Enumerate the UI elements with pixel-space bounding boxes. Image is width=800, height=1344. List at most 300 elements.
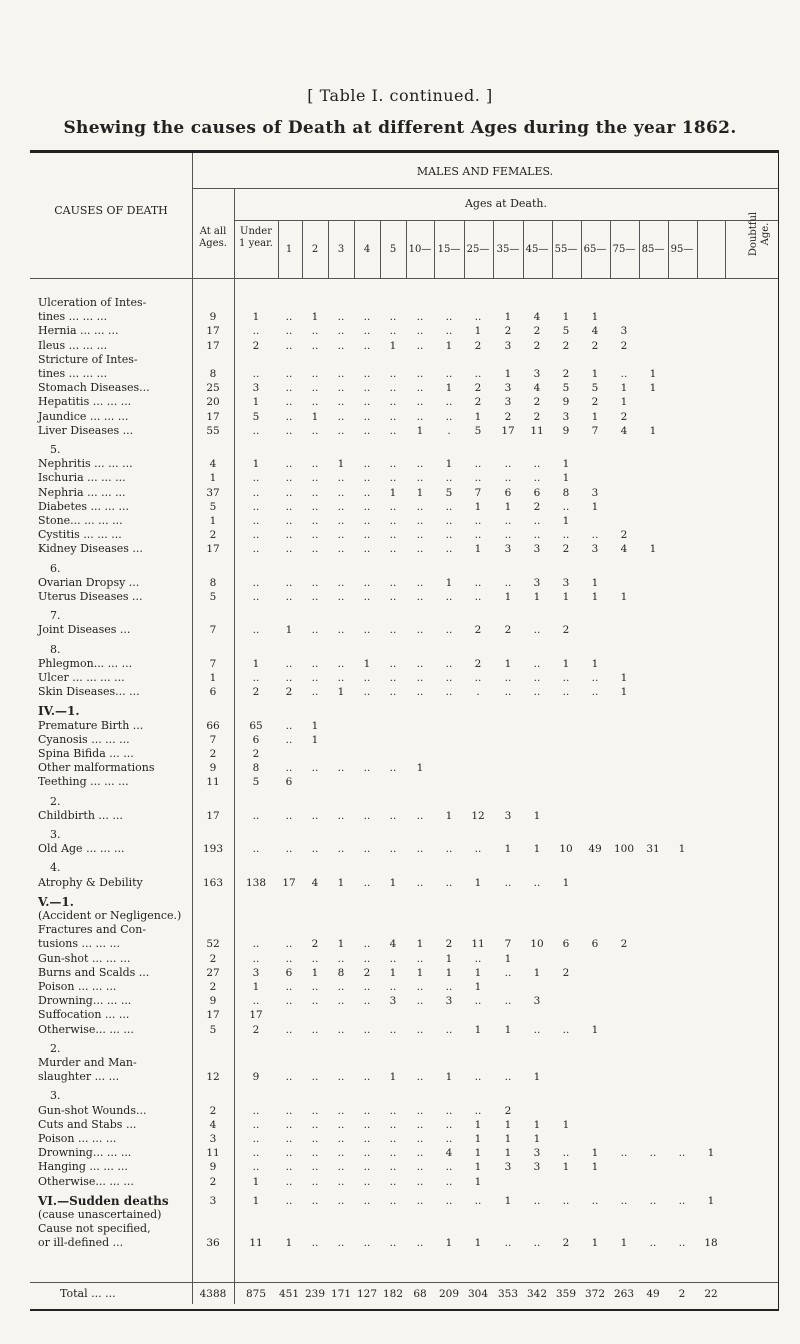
table-cell: .. xyxy=(445,1133,453,1145)
cause-label: (Accident or Negligence.) xyxy=(38,909,182,922)
table-cell: .. xyxy=(252,1118,260,1131)
cause-label: 2. xyxy=(50,1041,61,1055)
table-cell: 1 xyxy=(591,1147,599,1160)
table-cell: .. xyxy=(649,1147,657,1160)
table-cell: .. xyxy=(337,809,345,822)
table-cell: .. xyxy=(252,424,260,437)
table-cell: 12 xyxy=(206,1071,220,1084)
table-cell: .. xyxy=(445,1118,453,1131)
table-cell: .. xyxy=(285,325,293,338)
table-cell: 3 xyxy=(504,396,512,409)
table-cell: 1 xyxy=(389,1071,397,1084)
table-cell: .. xyxy=(504,686,512,699)
stub-divider xyxy=(192,153,193,1304)
table-cell: .. xyxy=(285,396,293,409)
table-cell: .. xyxy=(363,981,371,993)
table-cell: 1 xyxy=(445,966,453,979)
table-cell: .. xyxy=(416,1104,424,1117)
table-cell: 1 xyxy=(474,1175,482,1188)
age-column-header: 95— xyxy=(670,244,694,255)
table-cell: .. xyxy=(504,529,512,542)
cause-label: Poison ... ... ... xyxy=(38,980,117,993)
column-divider xyxy=(697,220,698,278)
table-cell: 8 xyxy=(209,576,217,589)
table-cell: .. xyxy=(416,876,424,889)
table-cell: .. xyxy=(562,500,570,513)
table-cell: 1 xyxy=(591,591,599,603)
cause-label: Uterus Diseases ... xyxy=(38,590,143,603)
table-cell: 1 xyxy=(416,424,424,437)
age-column-header: 10— xyxy=(408,244,432,255)
cause-label: 4. xyxy=(50,861,61,875)
table-cell: .. xyxy=(363,382,371,395)
cause-label: Other malformations xyxy=(38,761,155,775)
table-cell: 1 xyxy=(533,966,541,979)
table-cell: .. xyxy=(416,1161,424,1174)
table-cell: .. xyxy=(311,624,319,637)
table-cell: 7 xyxy=(474,486,482,499)
table-cell: .. xyxy=(363,410,371,423)
table-cell: .. xyxy=(416,672,424,684)
table-cell: .. xyxy=(285,424,293,437)
table-cell: .. xyxy=(533,1023,541,1036)
table-cell: 1 xyxy=(474,325,482,338)
table-cell: 2 xyxy=(562,339,570,352)
table-cell: 1 xyxy=(591,1237,599,1250)
table-cell: 6 xyxy=(562,938,570,951)
table-cell: 11 xyxy=(206,1147,220,1160)
table-cell: 1 xyxy=(562,1118,570,1131)
table-cell: .. xyxy=(416,458,424,471)
all-ages-header: At all Ages. xyxy=(199,226,227,249)
table-cell: .. xyxy=(389,424,397,437)
table-cell: .. xyxy=(285,515,293,527)
table-cell: .. xyxy=(285,1023,293,1036)
cause-label: Atrophy & Debility xyxy=(38,875,143,889)
table-cell: .. xyxy=(389,543,397,556)
table-cell: 17 xyxy=(501,424,515,437)
table-cell: 1 xyxy=(416,762,424,775)
table-cell: 1 xyxy=(591,1161,599,1174)
table-cell: .. xyxy=(337,1133,345,1145)
table-cell: .. xyxy=(311,981,319,993)
table-cell: 3 xyxy=(504,809,512,822)
header-bottom-rule xyxy=(30,278,778,279)
table-cell: .. xyxy=(285,458,293,471)
table-cell: .. xyxy=(504,472,512,485)
cause-label: IV.—1. xyxy=(38,704,80,719)
table-cell: 17 xyxy=(249,1009,263,1022)
table-cell: .. xyxy=(337,995,345,1008)
total-rule xyxy=(30,1282,778,1283)
cause-label: Ischuria ... ... ... xyxy=(38,471,126,485)
table-cell: 1 xyxy=(591,368,599,380)
table-cell: .. xyxy=(311,1147,319,1160)
table-cell: 2 xyxy=(474,657,482,670)
table-cell: .. xyxy=(337,657,345,670)
table-cell: .. xyxy=(533,686,541,699)
table-cell: .. xyxy=(363,368,371,380)
table-cell: 9 xyxy=(562,396,570,409)
total-cell: 353 xyxy=(497,1288,519,1300)
table-cell: .. xyxy=(591,1194,599,1207)
table-cell: 17 xyxy=(206,410,220,423)
table-cell: 3 xyxy=(504,339,512,352)
table-cell: .. xyxy=(285,368,293,380)
table-cell: .. xyxy=(416,396,424,409)
age-column-header: 2 xyxy=(311,244,319,255)
table-cell: 4 xyxy=(620,424,628,437)
table-cell: .. xyxy=(389,500,397,513)
table-cell: .. xyxy=(416,686,424,699)
table-cell: 2 xyxy=(209,529,217,542)
table-cell: .. xyxy=(311,657,319,670)
table-cell: 17 xyxy=(206,543,220,556)
table-cell: 1 xyxy=(504,1023,512,1036)
table-cell: 1 xyxy=(285,624,293,637)
table-cell: 8 xyxy=(337,966,345,979)
table-cell: .. xyxy=(474,952,482,965)
table-cell: .. xyxy=(389,1147,397,1160)
table-cell: .. xyxy=(285,410,293,423)
table-cell: 2 xyxy=(620,410,628,423)
table-cell: 1 xyxy=(474,1161,482,1174)
table-cell: .. xyxy=(416,981,424,993)
table-cell: .. xyxy=(285,486,293,499)
table-cell: .. xyxy=(389,981,397,993)
cause-label: Ulceration of Intes- xyxy=(38,296,147,309)
table-cell: 2 xyxy=(562,368,570,380)
table-cell: 31 xyxy=(646,843,660,856)
table-cell: .. xyxy=(337,1118,345,1131)
table-cell: .. xyxy=(416,368,424,380)
table-cell: .. xyxy=(363,843,371,856)
table-cell: 5 xyxy=(209,591,217,603)
table-cell: 1 xyxy=(445,382,453,395)
table-cell: .. xyxy=(363,424,371,437)
cause-label: Otherwise... ... ... xyxy=(38,1174,134,1188)
table-cell: .. xyxy=(389,529,397,542)
table-cell: 2 xyxy=(209,748,217,760)
table-cell: 3 xyxy=(533,368,541,380)
table-cell: 2 xyxy=(562,543,570,556)
table-cell: 1 xyxy=(504,657,512,670)
table-cell: 2 xyxy=(209,981,217,993)
cause-label: Ileus ... ... ... xyxy=(38,338,108,352)
table-cell: .. xyxy=(252,515,260,527)
total-cell: 171 xyxy=(330,1288,352,1300)
table-cell: .. xyxy=(285,762,293,775)
table-cell: .. xyxy=(311,424,319,437)
table-cell: .. xyxy=(337,311,345,324)
table-cell: .. xyxy=(363,876,371,889)
table-cell: .. xyxy=(337,1194,345,1207)
table-cell: .. xyxy=(363,809,371,822)
table-cell: 25 xyxy=(206,382,220,395)
table-cell: .. xyxy=(311,486,319,499)
cause-label: 7. xyxy=(50,609,61,623)
table-cell: 1 xyxy=(311,733,319,746)
table-cell: .. xyxy=(533,1194,541,1207)
table-cell: 65 xyxy=(249,719,263,732)
table-cell: .. xyxy=(504,966,512,979)
table-cell: 100 xyxy=(613,843,635,856)
table-cell: 3 xyxy=(533,995,541,1008)
table-cell: .. xyxy=(311,543,319,556)
table-cell: 1 xyxy=(562,657,570,670)
table-cell: 1 xyxy=(445,1237,453,1250)
table-cell: 1 xyxy=(474,966,482,979)
table-cell: 1 xyxy=(620,672,628,684)
table-cell: .. xyxy=(445,1194,453,1207)
cause-label: Hernia ... ... ... xyxy=(38,324,119,338)
table-cell: 17 xyxy=(206,325,220,338)
table-cell: 4 xyxy=(311,876,319,889)
table-cell: 1 xyxy=(620,686,628,699)
table-cell: 3 xyxy=(445,995,453,1008)
table-cell: .. xyxy=(337,486,345,499)
table-cell: .. xyxy=(363,1118,371,1131)
table-cell: .. xyxy=(416,952,424,965)
table-cell: .. xyxy=(474,529,482,542)
table-cell: 2 xyxy=(533,339,541,352)
cause-label: Diabetes ... ... ... xyxy=(38,499,129,513)
table-cell: . xyxy=(447,424,451,437)
under-one-header: Under 1 year. xyxy=(239,226,273,249)
table-cell: 11 xyxy=(206,776,220,789)
table-cell: .. xyxy=(285,1133,293,1145)
table-cell: 2 xyxy=(533,410,541,423)
table-cell: 1 xyxy=(649,424,657,437)
table-cell: 66 xyxy=(206,719,220,732)
table-cell: .. xyxy=(416,624,424,637)
table-cell: 8 xyxy=(252,762,260,775)
table-cell: 6 xyxy=(285,776,293,789)
table-cell: .. xyxy=(285,339,293,352)
table-cell: .. xyxy=(311,576,319,589)
table-cell: .. xyxy=(474,1104,482,1117)
table-cell: .. xyxy=(285,500,293,513)
table-cell: 1 xyxy=(252,1194,260,1207)
table-cell: .. xyxy=(252,843,260,856)
table-cell: .. xyxy=(416,1118,424,1131)
table-cell: .. xyxy=(252,325,260,338)
cause-label: 6. xyxy=(50,561,61,575)
table-cell: .. xyxy=(474,843,482,856)
age-column-header: 3 xyxy=(337,244,345,255)
table-cell: 1 xyxy=(311,719,319,732)
table-cell: .. xyxy=(389,952,397,965)
table-cell: 4 xyxy=(591,325,599,338)
total-cell: 49 xyxy=(646,1288,660,1300)
table-cell: .. xyxy=(337,672,345,684)
table-cell: .. xyxy=(337,1161,345,1174)
table-cell: .. xyxy=(363,1023,371,1036)
table-cell: .. xyxy=(389,1194,397,1207)
table-cell: 1 xyxy=(389,876,397,889)
age-column-header: 45— xyxy=(525,244,549,255)
table-cell: 3 xyxy=(562,576,570,589)
cause-label: Spina Bifida ... ... xyxy=(38,747,134,760)
table-cell: 1 xyxy=(445,339,453,352)
table-cell: 9 xyxy=(562,424,570,437)
table-cell: 1 xyxy=(562,311,570,324)
table-cell: 10 xyxy=(559,843,573,856)
table-cell: .. xyxy=(389,624,397,637)
table-cell: 7 xyxy=(591,424,599,437)
table-cell: 5 xyxy=(445,486,453,499)
table-cell: 2 xyxy=(285,686,293,699)
table-cell: .. xyxy=(445,1161,453,1174)
table-cell: 1 xyxy=(707,1147,715,1160)
age-column-header: 4 xyxy=(363,244,371,255)
total-cell: 68 xyxy=(413,1288,427,1300)
table-cell: .. xyxy=(311,1023,319,1036)
cause-label: Stomach Diseases... xyxy=(38,381,150,395)
table-cell: 1 xyxy=(533,1071,541,1084)
total-cell: 4388 xyxy=(199,1288,227,1300)
table-cell: .. xyxy=(285,657,293,670)
table-cell: 1 xyxy=(474,876,482,889)
table-cell: .. xyxy=(285,1161,293,1174)
table-cell: .. xyxy=(504,1237,512,1250)
table-cell: .. xyxy=(533,672,541,684)
table-cell: .. xyxy=(445,686,453,699)
table-cell: 1 xyxy=(504,500,512,513)
table-cell: .. xyxy=(337,382,345,395)
table-cell: 193 xyxy=(202,843,224,856)
table-cell: .. xyxy=(252,368,260,380)
table-cell: .. xyxy=(416,515,424,527)
table-cell: .. xyxy=(363,500,371,513)
table-cell: .. xyxy=(416,1023,424,1036)
table-cell: 2 xyxy=(252,1023,260,1036)
table-cell: .. xyxy=(311,1161,319,1174)
cause-label: Liver Diseases ... xyxy=(38,423,134,437)
cause-label: Premature Birth ... xyxy=(38,718,144,732)
table-cell: 1 xyxy=(252,1175,260,1188)
table-cell: .. xyxy=(416,591,424,603)
table-cell: 1 xyxy=(474,543,482,556)
table-cell: .. xyxy=(337,529,345,542)
table-cell: .. xyxy=(311,591,319,603)
table-cell: .. xyxy=(285,543,293,556)
table-cell: .. xyxy=(416,1237,424,1250)
cause-label: 2. xyxy=(50,794,61,808)
table-cell: 1 xyxy=(389,339,397,352)
table-cell: .. xyxy=(337,1147,345,1160)
cause-label: Poison ... ... ... xyxy=(38,1132,117,1145)
age-column-header: 5 xyxy=(389,244,397,255)
table-cell: .. xyxy=(311,458,319,471)
table-cell: .. xyxy=(363,458,371,471)
table-cell: 7 xyxy=(504,938,512,951)
table-cell: 1 xyxy=(474,1133,482,1145)
table-cell: .. xyxy=(363,938,371,951)
column-divider xyxy=(725,220,726,278)
table-cell: .. xyxy=(311,1175,319,1188)
table-cell: 6 xyxy=(504,486,512,499)
cause-label: Kidney Diseases ... xyxy=(38,542,143,556)
table-cell: 1 xyxy=(562,591,570,603)
total-cell: 22 xyxy=(704,1288,718,1300)
table-cell: .. xyxy=(363,396,371,409)
table-cell: .. xyxy=(252,809,260,822)
cause-label: Stricture of Intes- xyxy=(38,352,138,366)
table-cell: 11 xyxy=(471,938,485,951)
table-cell: 1 xyxy=(337,686,345,699)
table-cell: .. xyxy=(311,686,319,699)
total-cell: 263 xyxy=(613,1288,635,1300)
table-cell: .. xyxy=(474,311,482,324)
table-cell: 2 xyxy=(591,339,599,352)
table-cell: .. xyxy=(285,576,293,589)
table-cell: .. xyxy=(311,472,319,485)
group-rule xyxy=(192,188,778,189)
table-cell: .. xyxy=(389,1133,397,1145)
table-cell: .. xyxy=(363,339,371,352)
table-cell: 2 xyxy=(209,1104,217,1117)
table-cell: 1 xyxy=(562,458,570,471)
table-cell: .. xyxy=(363,1104,371,1117)
table-cell: .. xyxy=(252,591,260,603)
table-cell: .. xyxy=(445,624,453,637)
table-cell: 1 xyxy=(649,382,657,395)
table-cell: 1 xyxy=(337,876,345,889)
table-cell: 4 xyxy=(620,543,628,556)
table-cell: 17 xyxy=(206,1009,220,1022)
cause-label: Suffocation ... ... xyxy=(38,1008,130,1022)
table-cell: .. xyxy=(363,686,371,699)
table-cell: .. xyxy=(363,1147,371,1160)
table-cell: 12 xyxy=(471,809,485,822)
total-cell: 359 xyxy=(555,1288,577,1300)
table-cell: 1 xyxy=(504,368,512,380)
table-cell: .. xyxy=(363,472,371,485)
table-cell: .. xyxy=(504,672,512,684)
table-cell: 17 xyxy=(282,876,296,889)
table-cell: .. xyxy=(445,1023,453,1036)
table-cell: .. xyxy=(311,1237,319,1250)
table-cell: .. xyxy=(562,1147,570,1160)
table-cell: 7 xyxy=(209,657,217,670)
table-cell: .. xyxy=(416,995,424,1008)
age-column-header: 55— xyxy=(554,244,578,255)
all-ages-divider xyxy=(234,188,235,1304)
table-cell: 1 xyxy=(533,809,541,822)
table-cell: .. xyxy=(252,529,260,542)
table-cell: 2 xyxy=(363,966,371,979)
table-cell: 1 xyxy=(252,311,260,324)
table-cell: 1 xyxy=(474,1023,482,1036)
table-cell: 5 xyxy=(252,410,260,423)
total-cell: 182 xyxy=(382,1288,404,1300)
table-cell: .. xyxy=(363,1237,371,1250)
age-column-header: 35— xyxy=(496,244,520,255)
table-cell: .. xyxy=(337,981,345,993)
table-cell: 1 xyxy=(445,809,453,822)
table-cell: .. xyxy=(285,719,293,732)
table-cell: 27 xyxy=(206,966,220,979)
cause-label: or ill-defined ... xyxy=(38,1236,124,1250)
table-cell: 4 xyxy=(389,938,397,951)
table-cell: .. xyxy=(285,1194,293,1207)
table-cell: .. xyxy=(389,1023,397,1036)
table-cell: .. xyxy=(474,576,482,589)
table-cell: 10 xyxy=(530,938,544,951)
table-cell: 1 xyxy=(209,472,217,485)
table-cell: 1 xyxy=(474,500,482,513)
